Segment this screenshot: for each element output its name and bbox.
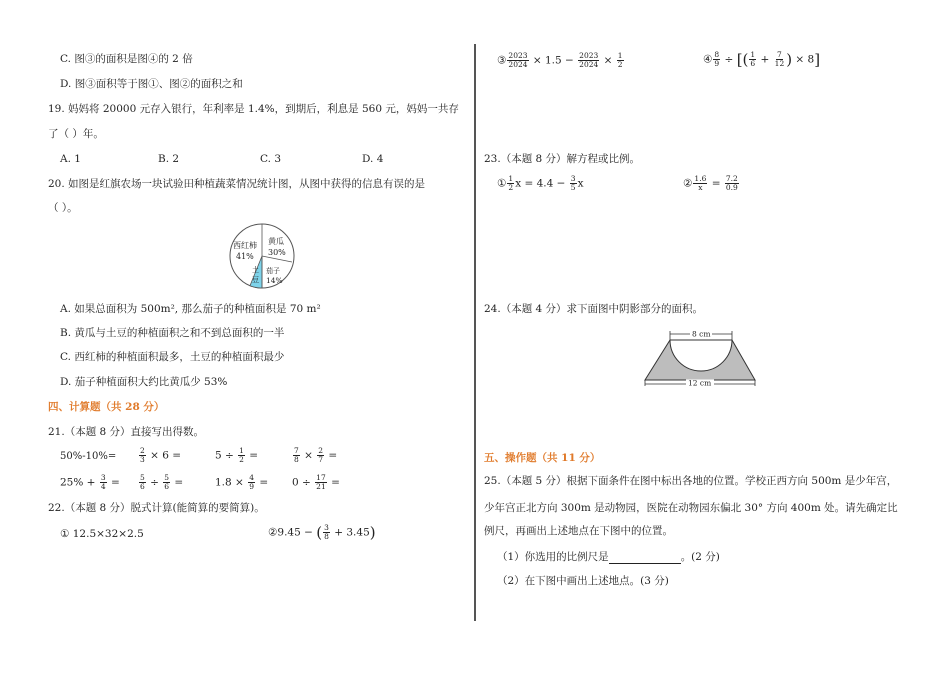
- q18-option-c: C. 图③的面积是图④的 2 倍: [60, 53, 193, 65]
- q23-stem: 23.（本题 8 分）解方程或比例。: [484, 153, 641, 165]
- pie-label-xihongshi: 西红柿: [233, 241, 257, 250]
- q24-stem: 24.（本题 4 分）求下面图中阴影部分的面积。: [484, 303, 704, 315]
- q21-item-5: 25% + $\frac{3}{4}$ =: [60, 473, 120, 491]
- q25-stem-line1: 25.（本题 5 分）根据下面条件在图中标出各地的位置。学校正西方向 500m 是少年宫，: [484, 475, 898, 487]
- q25-sub-2: （2）在下图中画出上述地点。(3 分): [497, 575, 669, 587]
- pie-pct-xihongshi: 41%: [236, 252, 254, 261]
- q21-item-4: $\frac{7}{8}$ × $\frac{2}{7}$ =: [294, 446, 338, 464]
- q21-item-3: 5 ÷ $\frac{1}{2}$ =: [215, 446, 259, 464]
- column-divider: [474, 44, 476, 621]
- q20-option-a: A. 如果总面积为 500m², 那么茄子的种植面积是 70 m²: [60, 303, 321, 315]
- q21-item-6: $\frac{5}{6}$ ÷ $\frac{5}{6}$ =: [140, 473, 184, 491]
- q25-sub-1: （1）你选用的比例尺是 。(2 分): [497, 551, 720, 563]
- trapezoid-semicircle-figure: [640, 326, 762, 386]
- pie-label-tudou-1: 土: [252, 266, 259, 274]
- vegetable-pie-chart: [228, 222, 296, 290]
- pie-pct-qiezi: 14%: [266, 276, 283, 285]
- figure-top-label: 8 cm: [692, 329, 711, 339]
- q21-item-1: 50%-10%=: [60, 451, 117, 462]
- q22-item-2: ②9.45 − ( $\frac{3}{8}$ + 3.45): [268, 523, 376, 542]
- q25-stem-line3: 例尺，再画出上述地点在下图中的位置。: [484, 525, 673, 537]
- q22-item-4: ④ $\frac{8}{9}$ ÷ [( $\frac{1}{6}$ + $\frac{7}{12}$ ) × 8]: [703, 50, 821, 69]
- pie-label-huanggua: 黄瓜: [268, 237, 284, 246]
- scale-answer-blank[interactable]: [609, 553, 681, 564]
- q20-stem: 20. 如图是红旗农场一块试验田种植蔬菜情况统计图，从图中获得的信息有误的是: [48, 178, 426, 190]
- q20-option-c: C. 西红柿的种植面积最多，土豆的种植面积最少: [60, 351, 285, 363]
- q23-item-2: ② $\frac{1.6}{x}$ = $\frac{7.2}{0.9}$: [683, 174, 738, 192]
- q21-item-8: 0 ÷ $\frac{17}{21}$ =: [292, 473, 340, 491]
- pie-label-qiezi: 茄子: [266, 267, 280, 275]
- q19-option-b: B. 2: [158, 153, 180, 165]
- q22-stem: 22.（本题 8 分）脱式计算(能简算的要简算)。: [48, 502, 265, 514]
- q18-option-d: D. 图③面积等于图①、图②的面积之和: [60, 78, 243, 90]
- q21-stem: 21.（本题 8 分）直接写出得数。: [48, 426, 205, 438]
- q21-item-2: $\frac{2}{3}$ × 6 =: [140, 446, 182, 464]
- q19-option-c: C. 3: [260, 153, 282, 165]
- pie-pct-huanggua: 30%: [268, 248, 286, 257]
- q22-item-3: ③ $\frac{2023}{2024}$ × 1.5 − $\frac{2023}{2024}$ × $\frac{1}{2}$: [497, 51, 623, 69]
- q19-stem-line2: 了（ ）年。: [48, 128, 104, 140]
- q23-item-1: ① $\frac{1}{2}$ x = 4.4 − $\frac{3}{5}$ x: [497, 174, 584, 192]
- figure-bottom-label: 12 cm: [688, 378, 712, 386]
- section-5-heading: 五、操作题（共 11 分）: [484, 452, 601, 464]
- q19-stem: 19. 妈妈将 20000 元存入银行，年利率是 1.4%，到期后，利息是 560 元，妈妈一共存: [48, 103, 459, 115]
- section-4-heading: 四、计算题（共 28 分）: [48, 401, 165, 413]
- q20-stem-line2: （ ）。: [48, 202, 78, 214]
- q20-option-d: D. 茄子种植面积大约比黄瓜少 53%: [60, 376, 228, 388]
- q21-item-7: 1.8 × $\frac{4}{9}$ =: [215, 473, 269, 491]
- q19-option-d: D. 4: [362, 153, 384, 165]
- q20-option-b: B. 黄瓜与土豆的种植面积之和不到总面积的一半: [60, 327, 285, 339]
- q22-item-1: ① 12.5×32×2.5: [60, 528, 144, 540]
- q25-stem-line2: 少年宫正北方向 300m 是动物园，医院在动物园东偏北 30° 方向 400m 处。请先确定比: [484, 502, 898, 514]
- q19-option-a: A. 1: [60, 153, 81, 165]
- pie-label-tudou-2: 豆: [252, 276, 259, 284]
